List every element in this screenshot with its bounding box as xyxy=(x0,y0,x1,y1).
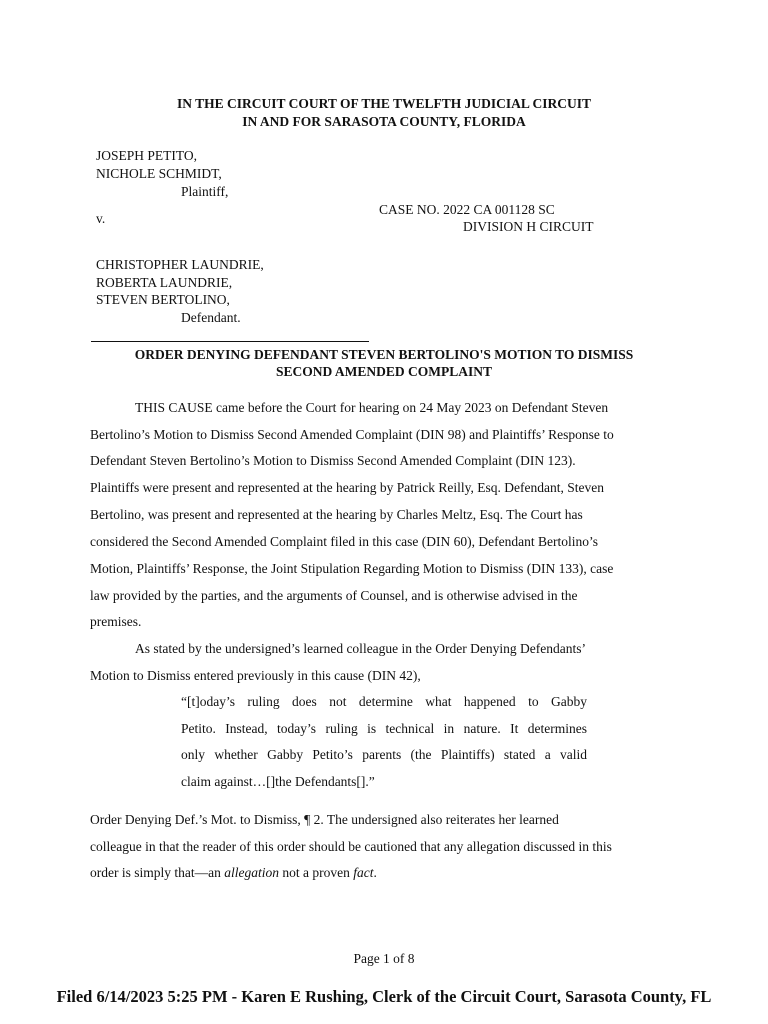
plaintiff-name-1: JOSEPH PETITO, xyxy=(96,148,198,163)
block-quote-line: “[t]oday’s ruling does not determine what happened to Gabby xyxy=(181,694,587,709)
body-line: Motion, Plaintiffs’ Response, the Joint Stipulation Regarding Motion to Dismiss (DIN 133), case xyxy=(90,561,614,576)
text-run: not a proven xyxy=(278,865,354,880)
plaintiff-role: Plaintiff, xyxy=(181,184,229,199)
body-line: Order Denying Def.’s Mot. to Dismiss, ¶ 2. The undersigned also reiterates her learned xyxy=(90,812,559,827)
body-line: Bertolino, was present and represented at the hearing by Charles Meltz, Esq. The Court has xyxy=(90,507,583,522)
body-line: premises. xyxy=(90,614,142,629)
court-name-line-2: IN AND FOR SARASOTA COUNTY, FLORIDA xyxy=(242,114,526,129)
defendant-name-3: STEVEN BERTOLINO, xyxy=(96,292,230,307)
caption-divider xyxy=(91,341,369,342)
defendant-name-1: CHRISTOPHER LAUNDRIE, xyxy=(96,257,264,272)
block-quote-line: only whether Gabby Petito’s parents (the Plaintiffs) stated a valid xyxy=(181,747,587,762)
court-name-line-1: IN THE CIRCUIT COURT OF THE TWELFTH JUDICIAL CIRCUIT xyxy=(176,96,592,111)
body-line: As stated by the undersigned’s learned colleague in the Order Denying Defendants’ xyxy=(135,641,586,656)
italic-allegation: allegation xyxy=(224,865,279,880)
body-line-final xyxy=(90,865,377,881)
division-label: DIVISION H CIRCUIT xyxy=(463,219,594,234)
italic-fact: fact xyxy=(353,865,374,880)
body-line: Defendant Steven Bertolino’s Motion to Dismiss Second Amended Complaint (DIN 123). xyxy=(90,453,576,468)
body-line: Plaintiffs were present and represented at the hearing by Patrick Reilly, Esq. Defendant, Steven xyxy=(90,480,604,495)
body-line: THIS CAUSE came before the Court for hearing on 24 May 2023 on Defendant Steven xyxy=(135,400,609,415)
order-title-line-2: SECOND AMENDED COMPLAINT xyxy=(275,364,492,379)
defendant-name-2: ROBERTA LAUNDRIE, xyxy=(96,275,233,290)
order-title-line-1: ORDER DENYING DEFENDANT STEVEN BERTOLINO'S MOTION TO DISMISS xyxy=(134,347,634,362)
body-line: law provided by the parties, and the arguments of Counsel, and is otherwise advised in the xyxy=(90,588,578,603)
body-line: Motion to Dismiss entered previously in this cause (DIN 42), xyxy=(90,668,421,683)
body-line: Bertolino’s Motion to Dismiss Second Amended Complaint (DIN 98) and Plaintiffs’ Response to xyxy=(90,427,614,442)
block-quote-line: Petito. Instead, today’s ruling is technical in nature. It determines xyxy=(181,721,587,736)
text-run: . xyxy=(373,865,377,880)
plaintiff-name-2: NICHOLE SCHMIDT, xyxy=(96,166,222,181)
text-run: order is simply that—an xyxy=(90,865,225,880)
filing-stamp: Filed 6/14/2023 5:25 PM - Karen E Rushing, Clerk of the Circuit Court, Sarasota County, FL xyxy=(56,987,712,1006)
page-number: Page 1 of 8 xyxy=(353,951,415,966)
versus-label: v. xyxy=(96,211,106,226)
defendant-role: Defendant. xyxy=(181,310,241,325)
block-quote-line: claim against…[]the Defendants[].” xyxy=(181,774,375,789)
body-line: colleague in that the reader of this order should be cautioned that any allegation discussed in this xyxy=(90,839,612,854)
case-number: CASE NO. 2022 CA 001128 SC xyxy=(379,202,555,217)
body-line: considered the Second Amended Complaint filed in this case (DIN 60), Defendant Bertolino’s xyxy=(90,534,599,549)
